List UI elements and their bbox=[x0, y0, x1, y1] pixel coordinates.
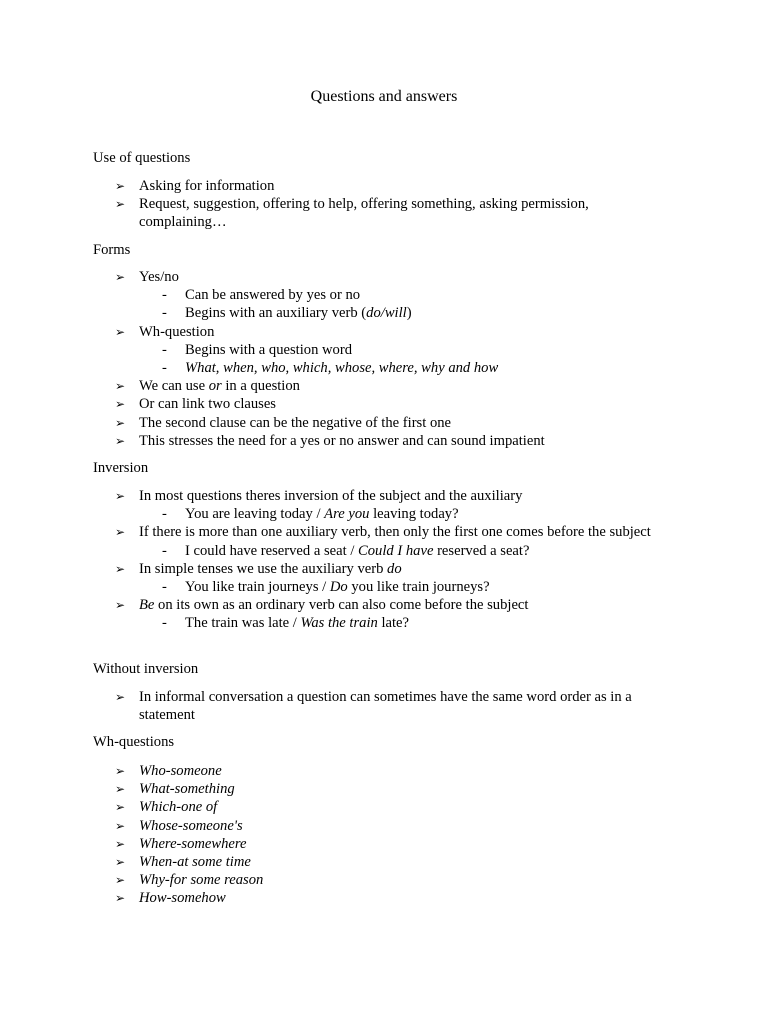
list-item: ➢ Why-for some reason bbox=[115, 872, 264, 889]
arrow-bullet-icon: ➢ bbox=[115, 179, 126, 193]
arrow-bullet-icon: ➢ bbox=[115, 836, 126, 851]
section-heading-forms: Forms bbox=[93, 242, 131, 258]
sub-list bbox=[139, 505, 673, 523]
list-item: ➢ Or can link two clauses bbox=[115, 396, 276, 413]
list-item: ➢ Request, suggestion, offering to help, offering something, asking permission, complaining… bbox=[115, 196, 589, 231]
list-item: ➢ This stresses the need for a yes or no answer and can sound impatient bbox=[115, 432, 545, 449]
dash-bullet: - bbox=[162, 287, 167, 304]
arrow-bullet-icon: ➢ bbox=[115, 379, 126, 394]
use-list bbox=[93, 177, 673, 232]
list-item: ➢ In informal conversation a question can sometimes have the same word order as in a statement bbox=[115, 689, 632, 724]
arrow-bullet-icon: ➢ bbox=[115, 891, 126, 906]
page-title: Questions and answers bbox=[310, 88, 458, 105]
arrow-bullet-icon: ➢ bbox=[115, 800, 126, 815]
wh-questions-list bbox=[93, 762, 673, 908]
list-item: ➢ Who-someone bbox=[115, 763, 222, 779]
sub-list bbox=[139, 614, 673, 632]
arrow-bullet-icon: ➢ bbox=[115, 415, 126, 430]
list-item: ➢ In most questions theres inversion of the subject and the auxiliary - You are leaving today / Are you leaving today? bbox=[93, 487, 673, 523]
arrow-bullet-icon: ➢ bbox=[115, 489, 126, 503]
list-item: ➢ Which-one of bbox=[115, 799, 218, 816]
dash-bullet: - bbox=[162, 542, 167, 559]
arrow-bullet-icon: ➢ bbox=[115, 782, 126, 797]
sub-list-item: - Begins with a question word bbox=[162, 341, 353, 358]
section-heading-inversion: Inversion bbox=[93, 460, 149, 476]
arrow-bullet-icon: ➢ bbox=[115, 525, 126, 540]
sub-list-item: - Begins with an auxiliary verb (do/will) bbox=[162, 305, 412, 322]
forms-list bbox=[93, 268, 673, 450]
arrow-bullet-icon: ➢ bbox=[115, 598, 126, 613]
dash-bullet: - bbox=[162, 506, 167, 523]
without-inversion-list bbox=[93, 688, 673, 724]
dash-bullet: - bbox=[162, 615, 167, 632]
list-item: ➢ Be on its own as an ordinary verb can also come before the subject - The train was late / Was the train late? bbox=[93, 596, 673, 632]
sub-list-item: - Can be answered by yes or no bbox=[162, 287, 361, 304]
arrow-bullet-icon: ➢ bbox=[115, 324, 126, 339]
arrow-bullet-icon: ➢ bbox=[115, 855, 126, 870]
list-item: ➢ Yes/no - Can be answered by yes or no - Begins with an auxiliary verb (do/will) bbox=[93, 268, 673, 323]
arrow-bullet-icon: ➢ bbox=[115, 764, 126, 778]
sub-list-item: - What, when, who, which, whose, where, why and how bbox=[162, 360, 499, 377]
arrow-bullet-icon: ➢ bbox=[115, 561, 126, 576]
dash-bullet: - bbox=[162, 360, 167, 377]
list-item: ➢ What-something bbox=[115, 781, 235, 798]
sub-list bbox=[139, 542, 673, 560]
dash-bullet: - bbox=[162, 579, 167, 596]
sub-list bbox=[139, 578, 673, 596]
arrow-bullet-icon: ➢ bbox=[115, 197, 126, 212]
arrow-bullet-icon: ➢ bbox=[115, 270, 126, 284]
arrow-bullet-icon: ➢ bbox=[115, 690, 126, 704]
list-item: ➢ Wh-question - Begins with a question word - What, when, who, which, whose, where, why and how bbox=[93, 323, 673, 378]
sub-list bbox=[139, 286, 673, 322]
sub-list-item: - The train was late / Was the train late? bbox=[162, 615, 410, 632]
arrow-bullet-icon: ➢ bbox=[115, 397, 126, 412]
sub-list bbox=[139, 341, 673, 377]
arrow-bullet-icon: ➢ bbox=[115, 433, 126, 448]
list-item: ➢ When-at some time bbox=[115, 854, 251, 871]
section-heading-use: Use of questions bbox=[93, 150, 191, 166]
list-item: ➢ Asking for information bbox=[115, 178, 275, 194]
arrow-bullet-icon: ➢ bbox=[115, 873, 126, 888]
list-item: ➢ We can use or in a question bbox=[115, 378, 300, 395]
arrow-bullet-icon: ➢ bbox=[115, 818, 126, 833]
section-heading-without-inversion: Without inversion bbox=[93, 661, 199, 677]
list-item: ➢ Where-somewhere bbox=[115, 835, 247, 852]
sub-list-item: - You are leaving today / Are you leaving today? bbox=[162, 506, 459, 523]
list-item: ➢ The second clause can be the negative of the first one bbox=[115, 414, 452, 431]
list-item: ➢ If there is more than one auxiliary verb, then only the first one comes before the subject - I could have reserved a seat / Could I have reserved a seat? bbox=[93, 523, 673, 559]
sub-list-item: - You like train journeys / Do you like train journeys? bbox=[162, 579, 490, 596]
list-item: ➢ Whose-someone's bbox=[115, 817, 243, 834]
section-heading-wh-questions: Wh-questions bbox=[93, 734, 175, 750]
list-item: ➢ In simple tenses we use the auxiliary verb do - You like train journeys / Do you like train journeys? bbox=[93, 560, 673, 596]
dash-bullet: - bbox=[162, 341, 167, 358]
inversion-list bbox=[93, 487, 673, 633]
sub-list-item: - I could have reserved a seat / Could I have reserved a seat? bbox=[162, 542, 530, 559]
list-item: ➢ How-somehow bbox=[115, 890, 226, 907]
dash-bullet: - bbox=[162, 305, 167, 322]
